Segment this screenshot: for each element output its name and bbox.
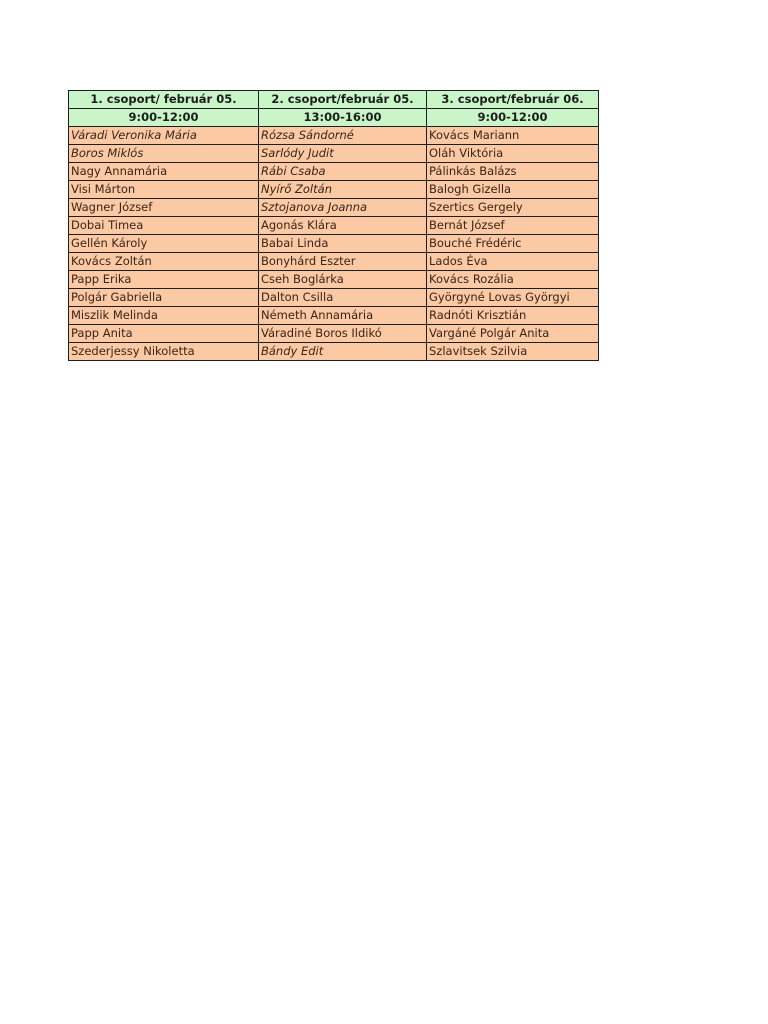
participant-name-group-1: Visi Márton xyxy=(69,181,259,199)
table-row xyxy=(69,343,599,361)
participant-name-group-3: Szertics Gergely xyxy=(427,199,599,217)
table-row xyxy=(69,217,599,235)
schedule-body xyxy=(69,91,599,361)
group-3-time: 9:00-12:00 xyxy=(427,109,599,127)
table-row xyxy=(69,289,599,307)
group-title-row xyxy=(69,91,599,109)
table-row xyxy=(69,325,599,343)
table-row xyxy=(69,145,599,163)
participant-name-group-1: Dobai Timea xyxy=(69,217,259,235)
table-row xyxy=(69,253,599,271)
participant-name-group-1: Kovács Zoltán xyxy=(69,253,259,271)
participant-name-group-3: Oláh Viktória xyxy=(427,145,599,163)
participant-name-group-2: Bonyhárd Eszter xyxy=(259,253,427,271)
participant-name-group-1: Boros Miklós xyxy=(69,145,259,163)
participant-name-group-3: Vargáné Polgár Anita xyxy=(427,325,599,343)
participant-name-group-3: Györgyné Lovas Györgyi xyxy=(427,289,599,307)
participant-name-group-3: Szlavitsek Szilvia xyxy=(427,343,599,361)
participant-name-group-1: Wagner József xyxy=(69,199,259,217)
table-row xyxy=(69,307,599,325)
participant-name-group-2: Nyírő Zoltán xyxy=(259,181,427,199)
participant-name-group-2: Váradiné Boros Ildikó xyxy=(259,325,427,343)
participant-name-group-2: Cseh Boglárka xyxy=(259,271,427,289)
table-row xyxy=(69,235,599,253)
participant-name-group-1: Szederjessy Nikoletta xyxy=(69,343,259,361)
participant-name-group-3: Radnóti Krisztián xyxy=(427,307,599,325)
participant-name-group-2: Sztojanova Joanna xyxy=(259,199,427,217)
participant-name-group-3: Bernát József xyxy=(427,217,599,235)
participant-name-group-1: Miszlik Melinda xyxy=(69,307,259,325)
participant-name-group-3: Bouché Frédéric xyxy=(427,235,599,253)
table-row xyxy=(69,271,599,289)
participant-name-group-2: Sarlódy Judit xyxy=(259,145,427,163)
participant-name-group-3: Balogh Gizella xyxy=(427,181,599,199)
table-row xyxy=(69,163,599,181)
participant-name-group-2: Dalton Csilla xyxy=(259,289,427,307)
participant-name-group-2: Bándy Edit xyxy=(259,343,427,361)
participant-name-group-3: Lados Éva xyxy=(427,253,599,271)
participant-name-group-3: Pálinkás Balázs xyxy=(427,163,599,181)
participant-name-group-1: Váradi Veronika Mária xyxy=(69,127,259,145)
group-1-time: 9:00-12:00 xyxy=(69,109,259,127)
participant-name-group-1: Nagy Annamária xyxy=(69,163,259,181)
participant-name-group-1: Papp Anita xyxy=(69,325,259,343)
group-2-time: 13:00-16:00 xyxy=(259,109,427,127)
group-3-title: 3. csoport/február 06. xyxy=(427,91,599,109)
group-time-row xyxy=(69,109,599,127)
participant-name-group-2: Rózsa Sándorné xyxy=(259,127,427,145)
participant-name-group-1: Polgár Gabriella xyxy=(69,289,259,307)
group-2-title: 2. csoport/február 05. xyxy=(259,91,427,109)
group-schedule-table xyxy=(68,90,599,361)
participant-name-group-1: Papp Erika xyxy=(69,271,259,289)
participant-name-group-3: Kovács Rozália xyxy=(427,271,599,289)
participant-name-group-2: Babai Linda xyxy=(259,235,427,253)
participant-name-group-2: Rábi Csaba xyxy=(259,163,427,181)
table-row xyxy=(69,181,599,199)
table-row xyxy=(69,199,599,217)
group-1-title: 1. csoport/ február 05. xyxy=(69,91,259,109)
participant-name-group-2: Németh Annamária xyxy=(259,307,427,325)
participant-name-group-2: Agonás Klára xyxy=(259,217,427,235)
participant-name-group-1: Gellén Károly xyxy=(69,235,259,253)
table-row xyxy=(69,127,599,145)
participant-name-group-3: Kovács Mariann xyxy=(427,127,599,145)
